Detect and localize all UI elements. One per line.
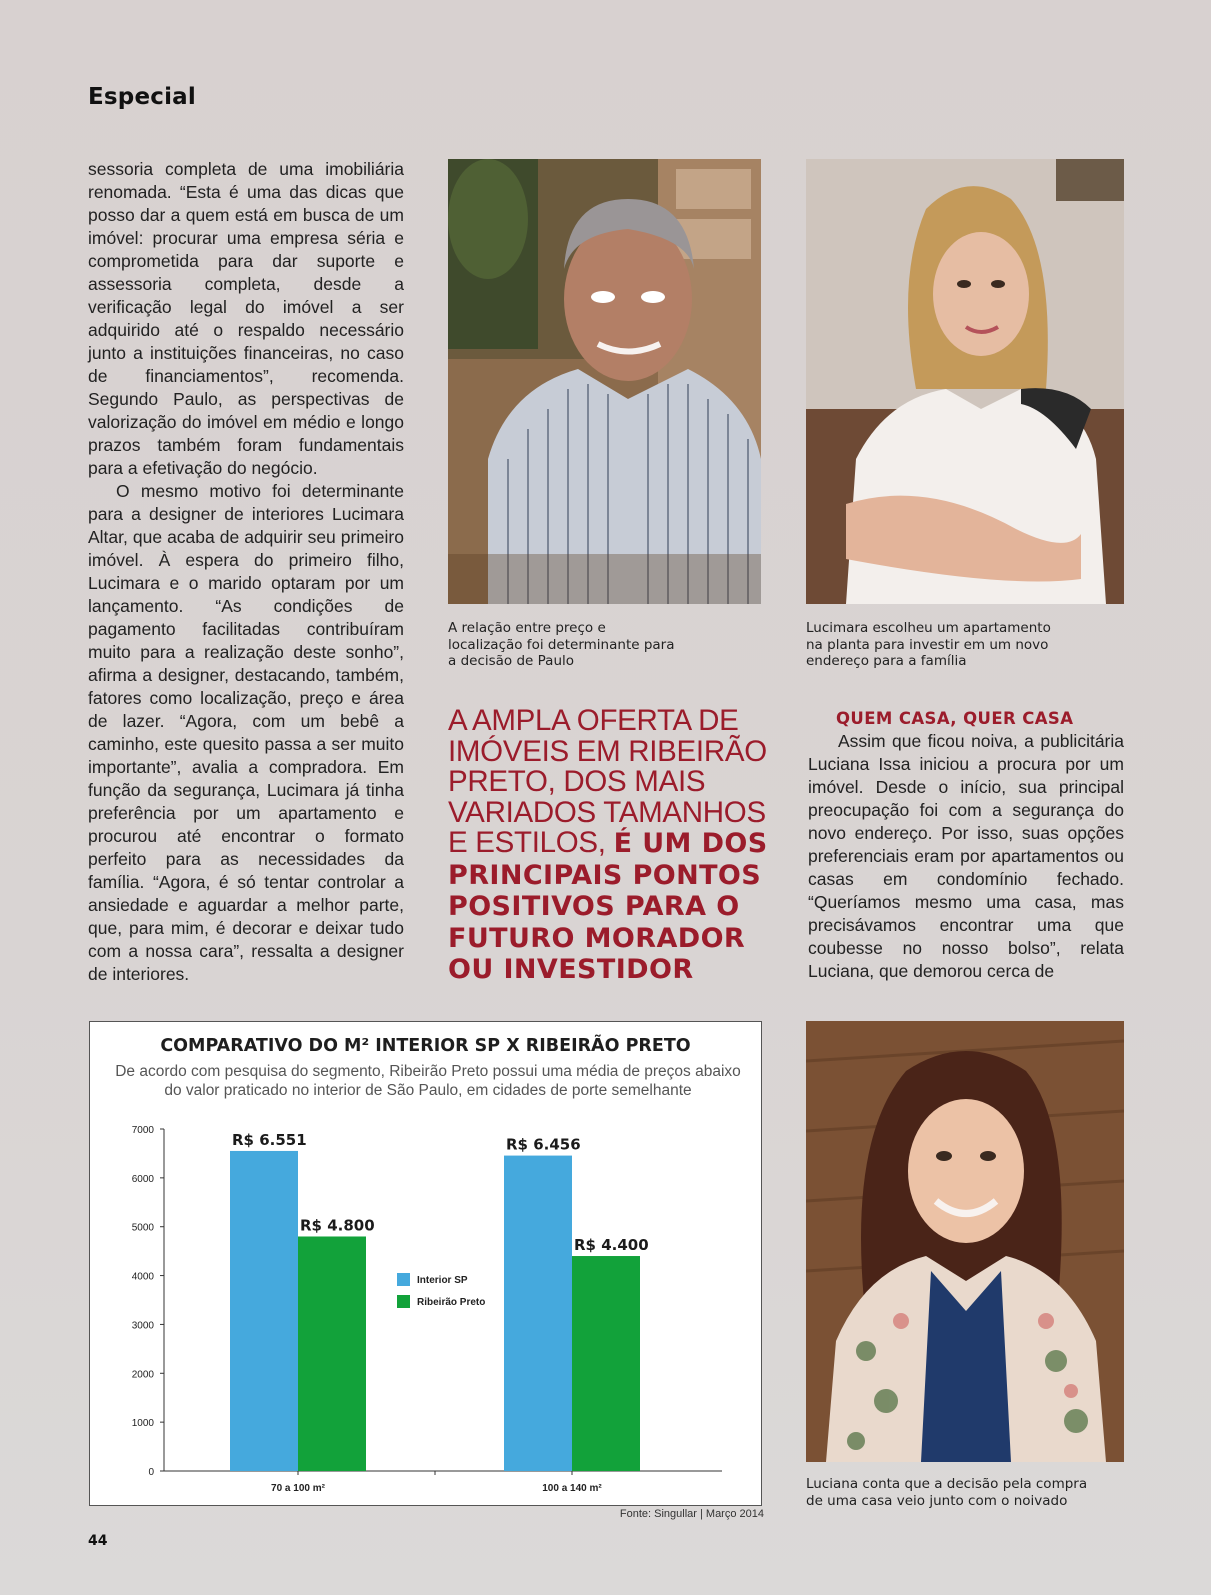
article-column-1: [88, 158, 404, 986]
section-title: Especial: [88, 84, 196, 110]
bar: [504, 1156, 572, 1471]
pull-quote-bold: É UM DOS PRINCIPAIS PONTOS POSITIVOS PARA O FUTURO MORADOR OU INVESTIDOR: [448, 828, 768, 985]
photo-caption-lucimara: Lucimara escolheu um apartamento na planta para investir em um novo endereço para a família: [806, 620, 1051, 669]
chart-source: Fonte: Singullar | Março 2014: [619, 1508, 764, 1520]
y-tick-label: 2000: [131, 1369, 154, 1381]
paragraph: sessoria completa de uma imobiliária renomada. “Esta é uma das dicas que posso dar a quem está em busca de um imóvel: procurar uma empresa séria e comprometida para dar suporte e assessoria completa, desde a verificação legal do imóvel a ser adquirido até o respaldo necessário junto a instituições financeiras, no caso de financiamentos”, recomenda. Segundo Paulo, as perspectivas de valorização do imóvel em médio e longo prazos também foram fundamentais para a efetivação do negócio.: [88, 159, 404, 478]
chart-subtitle: De acordo com pesquisa do segmento, Ribeirão Preto possui uma média de preços abaixo do valor praticado no interior de São Paulo, em cidades de porte semelhante: [115, 1063, 741, 1099]
bar-value-label: R$ 4.800: [300, 1216, 375, 1235]
pull-quote: [448, 706, 778, 986]
article-column-3: Assim que ficou noiva, a publicitária Luciana Issa iniciou a procura por um imóvel. Desde o início, sua principal preocupação foi com a segurança do novo endereço. Por isso, suas opções preferenciais eram por apartamentos ou casas em condomínio fechado. “Queríamos mesmo uma casa, mas precisávamos encontrar uma que coubesse no nosso bolso”, relata Luciana, que demorou cerca de: [808, 731, 1124, 981]
y-tick-label: 4000: [131, 1271, 154, 1283]
y-tick-label: 0: [148, 1467, 154, 1478]
y-tick-label: 7000: [131, 1125, 154, 1136]
pull-quote-light: A AMPLA OFERTA DE IMÓVEIS EM RIBEIRÃO PRETO, DOS MAIS VARIADOS TAMANHOS E ESTILOS,: [448, 704, 767, 859]
legend-swatch: [397, 1273, 410, 1286]
bar-value-label: R$ 6.551: [232, 1130, 307, 1149]
legend-label: Ribeirão Preto: [417, 1297, 486, 1308]
bar: [298, 1236, 366, 1471]
paragraph: O mesmo motivo foi determinante para a designer de interiores Lucimara Altar, que acaba de adquirir seu primeiro imóvel. À espera do primeiro filho, Lucimara e o marido optaram por um lançamento. “As condições de pagamento facilitadas contribuíram muito para a realização deste sonho”, afirma a designer, destacando, também, fatores como localização, preço e área de lazer. “Agora, com um bebê a caminho, este quesito passa a ser muito importante”, avalia a compradora. Em função da segurança, Lucimara já tinha preferência por um apartamento e procurou até encontrar o formato perfeito para as necessidades da família. “Agora, é só tentar controlar a ansiedade e aguardar a melhor parte, que, para mim, é decorar e deixar tudo com a nossa cara”, ressalta a designer de interiores.: [88, 481, 404, 984]
y-tick-label: 3000: [131, 1320, 154, 1332]
chart-title: COMPARATIVO DO M² INTERIOR SP X RIBEIRÃO PRETO: [160, 1036, 691, 1056]
legend-swatch: [397, 1295, 410, 1308]
y-tick-label: 1000: [131, 1418, 154, 1430]
bar-value-label: R$ 6.456: [506, 1135, 581, 1154]
legend-label: Interior SP: [417, 1275, 468, 1286]
page-number: 44: [88, 1533, 108, 1549]
subheading: QUEM CASA, QUER CASA: [836, 709, 1074, 728]
photo-caption-luciana: Luciana conta que a decisão pela compra de uma casa veio junto com o noivado: [806, 1476, 1088, 1509]
bar: [572, 1256, 640, 1471]
photo-paulo: [448, 159, 761, 604]
y-tick-label: 6000: [131, 1173, 154, 1185]
bar-chart: [90, 1022, 761, 1505]
bar: [230, 1151, 298, 1471]
x-tick-label: 70 a 100 m²: [271, 1483, 325, 1494]
y-tick-label: 5000: [131, 1222, 154, 1234]
bar-value-label: R$ 4.400: [574, 1236, 649, 1255]
photo-caption-paulo: A relação entre preço e localização foi determinante para a decisão de Paulo: [448, 620, 675, 669]
x-tick-label: 100 a 140 m²: [542, 1483, 602, 1494]
photo-luciana: [806, 1021, 1124, 1462]
photo-lucimara: [806, 159, 1124, 604]
chart-panel: [89, 1021, 762, 1506]
